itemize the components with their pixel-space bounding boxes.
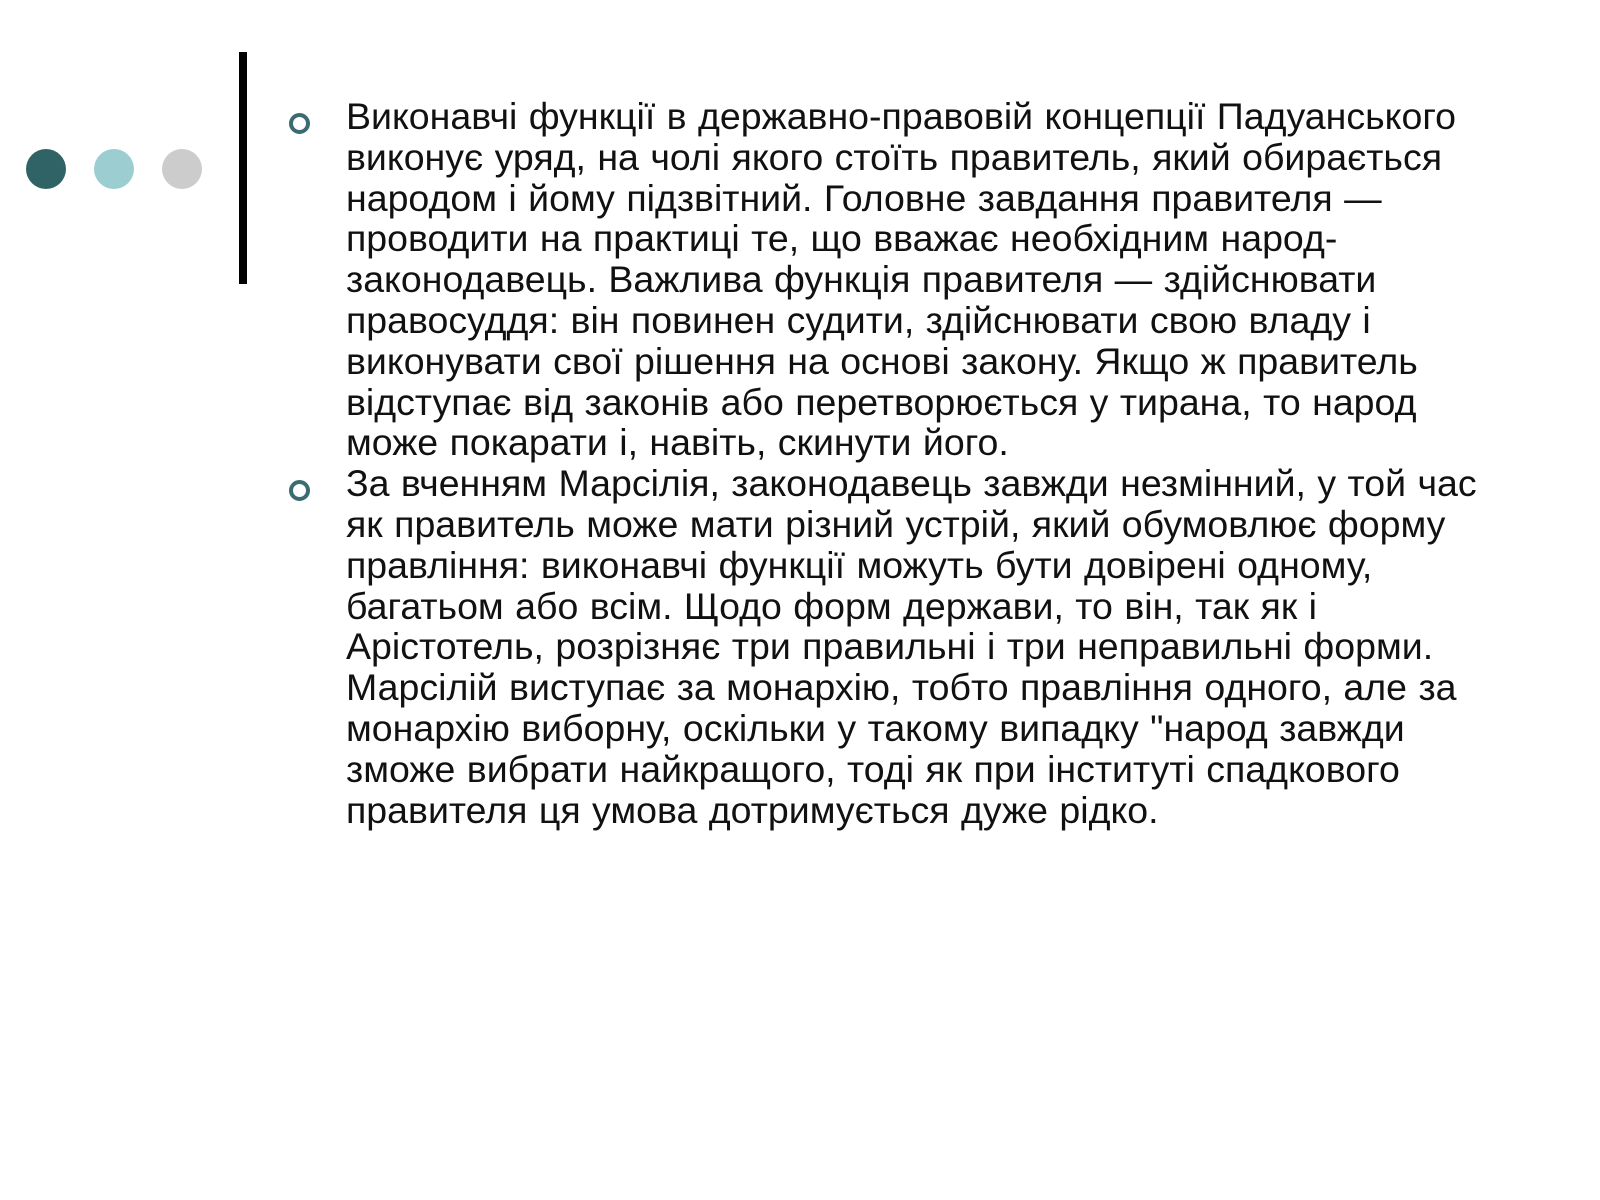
bullet-item xyxy=(286,463,1506,830)
circle-bullet-icon xyxy=(289,480,310,501)
bullet-text: Виконавчі функції в державно-правовій концепції Падуанського виконує уряд, на чолі якого стоїть правитель, який обирається народом і йому підзвітний. Головне завдання правителя — проводити на практиці те, що вважає необхідним народ-законодавець. Важлива функція правителя — здійснювати правосуддя: він повинен судити, здійснювати свою владу і виконувати свої рішення на основі закону. Якщо ж правитель відступає від законів або перетворюється у тирана, то народ може покарати і, навіть, скинути його. xyxy=(346,95,1457,464)
gray-dot xyxy=(162,149,202,189)
bullet-item xyxy=(286,96,1506,463)
vertical-divider xyxy=(239,52,247,284)
dark-teal-dot xyxy=(26,149,66,189)
decorative-dots xyxy=(26,149,206,191)
slide-body xyxy=(286,96,1506,830)
circle-bullet-icon xyxy=(289,113,310,134)
bullet-text: За вченням Марсілія, законодавець завжди незмінний, у той час як правитель може мати різний устрій, який обумовлює форму правління: виконавчі функції можуть бути довірені одному, багатьом або всім. Щодо форм держави, то він, так як і Арістотель, розрізняє три правильні і три неправильні форми. Марсілій виступає за монархію, тобто правління одного, але за монархію виборну, оскільки у такому випадку "народ завжди зможе вибрати найкращого, тоді як при інституті спадкового правителя ця умова дотримується дуже рідко. xyxy=(346,462,1477,831)
light-teal-dot xyxy=(94,149,134,189)
